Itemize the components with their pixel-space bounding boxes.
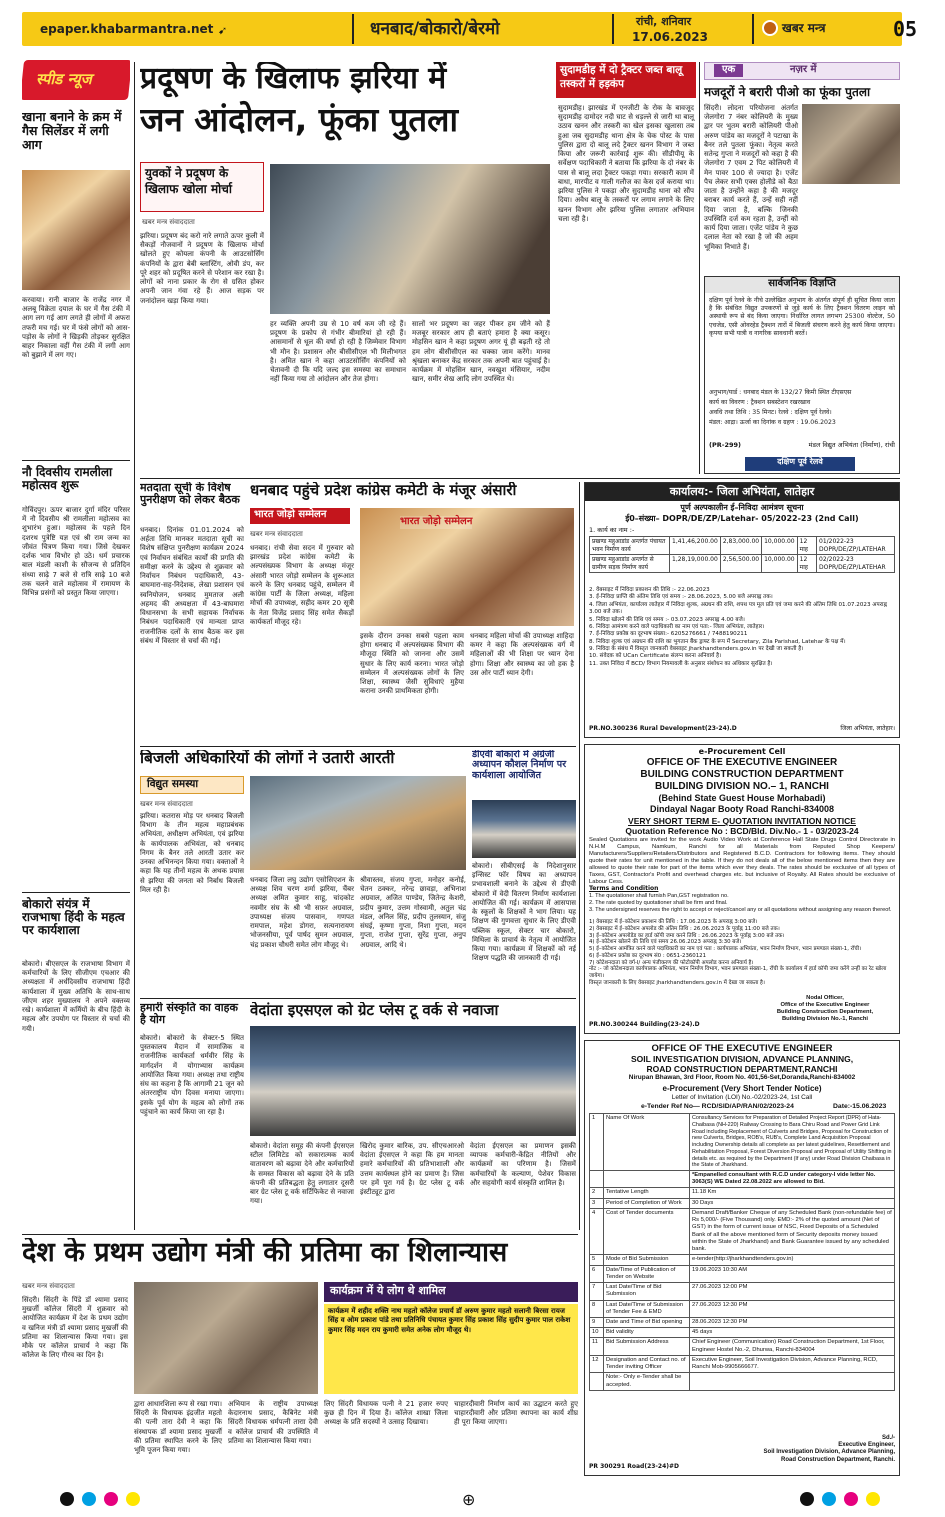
bijli-headline: बिजली अधिकारियों की लोगों ने उतारी आरती: [140, 750, 395, 767]
table-cell: Note:- Only e-Tender shall be accepted.: [604, 1373, 690, 1390]
signatory-line: Office of the Executive Engineer: [780, 1001, 870, 1008]
registration-dot-icon: [800, 1492, 814, 1506]
railway-pr-number: (PR-299): [709, 441, 741, 449]
list-item: 2. वेबसाइट में निविदा प्रकाशन की तिथि :- 22.06.2023: [589, 587, 710, 593]
tender1-subtitle: पूर्ण अल्पकालीन ई–निविदा आमंत्रण सूचना: [680, 503, 804, 512]
lead-headline-line1: प्रदूषण के खिलाफ झरिया में: [140, 62, 447, 96]
table-row: [590, 1373, 895, 1390]
table-row: [590, 1171, 895, 1188]
row-rule: [140, 746, 576, 747]
ek-nazar-story: [704, 62, 900, 276]
dav-headline: डीएवी बोकारो में अंग्रेजी अध्यापन कौशल निर्माण पर कार्यशाला आयोजित: [472, 750, 567, 781]
shilanyas-col3: अभियान के राष्ट्रीय उपाध्यक्ष केदारनाथ प्रसाद, कैबिनेट मंत्री सिंदरी विधायक धर्मपत्नी ताराा देवी व कॉलेज प्राचार्य की उपस्थिति में प्रतिमा का शिलान्यास किया गया।: [228, 1400, 318, 1445]
divider: [612, 14, 614, 44]
table-row: [590, 1208, 895, 1254]
list-item: 5. निविदा खोलने की तिथि एवं समय :- 03.07.2023 अपराह्न 4.00 बजे।: [589, 616, 745, 623]
table-row: [590, 1317, 895, 1327]
lead-headline-line2: जन आंदोलन, फूंका पुतला: [140, 100, 459, 139]
table-cell: 10,000.00: [762, 537, 798, 555]
ek-nazar-headline: मजदूरों ने बरारी पीओ का फूंका पुतला: [704, 85, 871, 99]
shilanyas-col1: सिंदरी। सिंदरी के पिंडे डॉ श्यामा प्रसाद मुखर्जी कॉलेज सिंदरी में शुक्रवार को आयोजित कार्यक्रम में देश के प्रथम उद्योग व खनिज मंत्री डॉ श्यामा प्रसाद मुखर्जी की प्रतिमा का शिलान्यास किया गया। इस मौके पर कॉलेज प्राचार्य ने कहा कि कॉलेज के लिए गौरव का दिन है।: [22, 1296, 128, 1360]
signatory-line: Executive Engineer,: [838, 1442, 895, 1449]
registration-dot-icon: [866, 1492, 880, 1506]
table-cell: Name Of Work: [604, 1114, 690, 1171]
list-item: 6. निविदा आमंत्रण करने वाले पदाधिकारी का नाम एवं पता:- जिला अभियंता, लातेहार।: [589, 623, 765, 630]
table-cell: 2,83,000.00: [720, 537, 761, 555]
list-item: 2. The rate quoted by quotationer shall be firm and final.: [589, 899, 728, 906]
table-cell: 2: [590, 1188, 604, 1198]
table-cell: e-tender(http://jharkhandtenders.gov.in): [690, 1255, 895, 1265]
list-item: 6) ई–कोटेशन प्रकोष्ठ का दूरभाष सं0 : 0651-2360121: [589, 952, 707, 959]
tender3-address: Nirupan Bhawan, 3rd Floor, Room No. 401,56-Set,Doranda,Ranchi-834002: [628, 1074, 856, 1081]
table-row: [590, 1300, 895, 1317]
railway-notice-line: कार्य का विवरण : ट्रैक्शन सबस्टेशन रखरखाव: [709, 399, 811, 406]
vedanta-headline: वेदांता इएसएल को ग्रेट प्लेस टू वर्क से नवाजा: [250, 1002, 499, 1019]
tender2-department: BUILDING CONSTRUCTION DEPARTMENT: [640, 769, 844, 780]
tender1-signatory: जिला अभियंता, लातेहार।: [840, 725, 895, 732]
bijli-kicker: विद्युत समस्या: [140, 776, 244, 794]
cursor-icon: ➹: [218, 24, 228, 37]
list-item: 3. ई-निविदा प्राप्ति की अंतिम तिथि एवं समय :- 28.06.2023, 5.00 बजे अपराह्न तक।: [589, 594, 773, 601]
column-rule: [134, 62, 135, 1230]
sudamdih-headline: सुदामडीह में दो ट्रैक्टर जब्त बालू तस्करों में हड़कंप: [556, 62, 696, 98]
vedanta-col3: वेदांता ईएसएल का प्रमाणन इसकी व्यापक कर्मचारी-केंद्रित नीतियों और कार्यक्रमों का परिणाम है। जिसमें कर्मचारियों के कल्याण, पेशेवर विकास और सहयोगी कार्य संस्कृति शामिल है।: [470, 1142, 576, 1187]
railway-notice-line: अवधि तथा तिथि : 35 मिनट। रेलवे : दक्षिण पूर्व रेलवे।: [709, 409, 832, 416]
list-item: 7) कोटेशनदाता को वर्ग-I/ अन्य पंजीकरण की फोटोकॉपी अपलोड करना अनिवार्य है।: [589, 959, 754, 966]
congress-col2: इसके दौरान उनका सबसे पहला काम होगा धनबाद में अल्पसंख्यक विभाग की मौजूदा स्थिति को जानना और उसमें सुधार के लिए कार्य करना। भारत जोड़ो सम्मेलन में अल्पसंख्यक लोगों के लिए शिक्षा, स्वास्थ्य जैसी सुविधाएं मुहैया कराना उनकी प्राथमिकता होगी।: [360, 632, 464, 696]
list-item: 8. निविदा शुल्क एवं अग्रधन की राशि का भुगतान बैंक ड्राफ्ट के रूप में Secretary, Zila Parishad, Latehar के पक्ष में।: [589, 638, 846, 645]
speed-news-column: [22, 60, 130, 1230]
print-registration-strip: [0, 1486, 945, 1517]
story2-body: गोविंदपुर। ऊपर बाजार दुर्गा मंदिर परिसर में नौ दिवसीय श्री रामलीला महोत्सव का शुभारंभ हुआ। महोत्सव के पहले दिन दशरथ पुत्रेष्टि यज्ञ एवं श्री राम जन्म का जीवंत चित्रण किया गया। जिसे देखकर दर्शक भाव विभोर हो उठे। धर्म प्रचारक बाल मंडली काशी के सौजन्य से प्रतिदिन संध्या साढ़े 7 बजे से रात्रि साढ़े 10 बजे तक चलने वाले महोत्सव में रामायण के विभिन्न प्रसंगों को प्रस्तुत किया जाएगा।: [22, 506, 130, 598]
list-item: विस्तृत जानकारी के लिए वेबसाइट jharkhandtenders.gov.in में देखा जा सकता है।: [589, 979, 765, 986]
table-cell: Designation and Contact no. of Tender inviting Officer: [604, 1355, 690, 1372]
table-cell: 5: [590, 1255, 604, 1265]
table-cell: 1,28,19,000.00: [670, 555, 721, 573]
table-cell: [590, 1171, 604, 1188]
railway-notice-line: मंडल: आद्रा। ऊर्जा का दिनांक व ग्रहण : 19.06.2023: [709, 419, 836, 426]
congress-story: [250, 482, 576, 742]
table-cell: 12 माह: [797, 555, 816, 573]
list-item: 5) ई–कोटेशन आमंत्रित करने वाले पदाधिकारी का नाम एवं पता : कार्यपालक अभियंता, भवन निर्माण विभाग, भवन प्रमण्डल संख्या-1, राँची।: [589, 946, 862, 952]
tender2-office: OFFICE OF THE EXECUTIVE ENGINEER: [646, 757, 838, 768]
story1-headline: खाना बनाने के क्रम में गैस सिलेंडर में लगी आग: [22, 109, 122, 152]
bijli-story: [140, 750, 468, 994]
table-cell: 12: [590, 1355, 604, 1372]
divider: [22, 892, 130, 893]
table-row: [590, 1338, 895, 1355]
table-cell: Executive Engineer, Soil Investigation Division, Advance Planning, RCD, Ranchi Mob-9905666677.: [690, 1355, 895, 1372]
row-rule: [140, 998, 576, 999]
row-rule: [140, 478, 900, 479]
table-cell: 6: [590, 1265, 604, 1282]
registration-dot-icon: [60, 1492, 74, 1506]
table-cell: 30 Days: [690, 1198, 895, 1208]
site-url[interactable]: epaper.khabarmantra.net: [40, 22, 214, 36]
table-cell: Tentative Length: [604, 1188, 690, 1198]
dav-photo: [472, 800, 576, 858]
masthead: [0, 0, 945, 56]
page-number: 05: [893, 17, 918, 41]
shilanyas-col2: द्वारा आधारशिला रूप से रखा गया। सिंदरी के विधायक इंद्रजीत महतो की पत्नी तारा देवी ने कहा कि संस्थापक डॉ श्यामा प्रसाद मुखर्जी की प्रतिमा स्थापित करने के लिए भूमि पूजन किया गया।: [134, 1400, 222, 1455]
tender-latehar: [584, 482, 900, 738]
table-cell: [604, 1171, 690, 1188]
table-cell: 4: [590, 1208, 604, 1254]
signatory-line: Soil Investigation Division, Advance Planning,: [763, 1449, 895, 1456]
list-item: 4) ई–कोटेशन खोलने की तिथि एवं समय 26.06.2023 अपराह्न 3:30 बजे।: [589, 939, 742, 946]
table-row: [590, 555, 895, 573]
matdata-headline: मतदाता सूची के विशेष पुनरीक्षण को लेकर बैठक: [140, 482, 240, 507]
table-row: [590, 1255, 895, 1265]
tender-road: [584, 1040, 900, 1476]
tender2-cell: e-Procurement Cell: [698, 747, 786, 756]
table-cell: 2,56,500.00: [720, 555, 761, 573]
tender2-terms: [589, 893, 895, 913]
signatory-line: Building Division No.-1, Ranchi: [782, 1015, 868, 1022]
story2-headline: नौ दिवसीय रामलीला महोत्सव शुरू: [22, 465, 113, 493]
table-cell: 1: [590, 1114, 604, 1171]
railway-org-band: दक्षिण पूर्व रेलवे: [745, 457, 855, 471]
signatory-line: Building Construction Department,: [776, 1008, 874, 1015]
vedanta-group-photo: [250, 1026, 576, 1136]
registration-dot-icon: [82, 1492, 96, 1506]
vedanta-col2: खिरोद कुमार बारिक, उप. सीएचआरओ वेदांता ईएसएल ने कहा कि हम मानता हमारे कर्मचारियों की प्रतिभाशाली और उत्तम कार्यस्थल होने का प्रमाण है। जिस पर हमें पूरा गर्व है। ग्रेट प्लेस टू वर्क इंस्टीट्यूट द्वारा: [360, 1142, 464, 1197]
tender2-notice: VERY SHORT TERM E- QUOTATION INVITATION NOTICE: [628, 816, 856, 826]
table-cell: [690, 1373, 895, 1390]
shilanyas-story: [22, 1238, 578, 1480]
aarti-photo: [250, 776, 466, 870]
table-row: [590, 1355, 895, 1372]
congress-kicker: भारत जोड़ो सम्मेलन: [250, 508, 350, 524]
tender3-office: OFFICE OF THE EXECUTIVE ENGINEER: [651, 1043, 833, 1054]
shilanyas-col4: लिए सिंदरी विधायक पत्नी ने 21 हजार रुपए कुछ ही दिन में दिया हैं। कॉलेज शाखा जिला अध्यक्ष के प्रति सदस्यों ने उत्साह दिखाया।: [324, 1400, 448, 1427]
table-cell: Consultancy Services for Preparation of Detailed Project Report (DPR) of Hata- Chaibasa (NH-220) Railway Crossing to Bara Chiru Road and Power Grid Link Road including Replacement of Culverts and Bridges, Proposal for Construction of new Culverts, Bridges, ROB's, RUB's, Complete Land Acquisition Proposal including Ownership details all complete as per latest guidelines, Resettlement and Rehabilitation Proposal, Forest Diversion Proposal and Proposal of Utility Shifting in details etc. as required by the Department (If any) under Road Division Chaibasa in the State of Jharkhand.: [690, 1114, 895, 1171]
list-item: नोट :- जो कोटेशनदाता कार्यपालक अभियंता, भवन निर्माण विभाग, भवन प्रमण्डल संख्या-1, राँची के कार्यालय में हार्ड कॉपी जमा करेंगे उन्हीं का रेट खोला जायेगा।: [589, 966, 887, 979]
signatory-line: Sd./-: [882, 1435, 895, 1441]
tender2-division: BUILDING DIVISION NO.– 1, RANCHI: [655, 781, 829, 792]
signatory-line: Road Construction Department, Ranchi.: [780, 1456, 895, 1463]
lead-kicker: युवकों ने प्रदूषण के खिलाफ खोला मोर्चा: [140, 162, 264, 212]
bijli-col3: श्रीवास्तव, संजय गुप्ता, मनोहर कनोई, चेतन ठक्कर, नरेन्द्र छावड़ा, अभिनाश अग्रवाल, अजित पाण्डेय, जितेन्द्र केशरी, प्रदीप कुमार, उत्तम गोस्वामी, अतुल चंद्र मंडल, अनिल सिंह, प्रदीप तुलस्यान, संजु संघई, कृष्णा गुप्ता, निशा गुप्ता, मदन गुप्ता, राजेश गुप्ता, सुरेंद्र गुप्ता, अनुप अग्रवाल, आदि थे।: [360, 876, 466, 949]
signatory-line: Nodal Officer,: [806, 995, 844, 1001]
tender3-ref: e-Tender Ref No— RCD/SID/AP/RAN/02/2023-24: [641, 1103, 794, 1110]
edition-title: धनबाद/बोकारो/बेरमो: [370, 19, 500, 39]
table-cell: Cost of Tender documents: [604, 1208, 690, 1254]
railway-notice: [704, 276, 900, 474]
vedanta-story: [250, 1002, 576, 1230]
list-item: 3) ई–कोटेशन अपलोडेड का हार्ड कॉपी जमा करने तिथि : 26.06.2023 के पूर्वाह्न 3:00 बजे तक।: [589, 932, 785, 939]
tender2-signatory: [755, 995, 895, 1023]
table-cell: 11.18 Km: [690, 1188, 895, 1198]
table-row: [590, 1265, 895, 1282]
story3-headline: बोकारो संयंत्र में राजभाषा हिंदी के महत्व पर कार्यशाला: [22, 897, 125, 938]
sanskriti-body: बोकारो। बोकारो के सेक्टर-5 स्थित पुस्तकालय मैदान में सामाजिक व राजनीतिक कार्यकर्ता धर्मवीर सिंह के मार्गदर्शन में योगाभ्यास कार्यक्रम आयोजित किया गया। अध्यक्ष तथा राष्ट्रीय संघ का कहना है कि आगामी 21 जून को अंतरराष्ट्रीय योग दिवस मनाया जाएगा। इसके पूर्व योग के महत्व को लोगों तक पहुंचाने का कार्य किया जा रहा है।: [140, 1034, 244, 1116]
table-cell: Mode of Bid Submission: [604, 1255, 690, 1265]
list-item: 1) वेबसाइट में ई–कोटेशन प्रकाशन की तिथि : 17.06.2023 के अपराह्न 3:00 बजे।: [589, 919, 758, 925]
table-cell: Last Date/Time of Bid Submission: [604, 1283, 690, 1300]
brand-logo-icon: [762, 20, 778, 36]
banner-caption: भारत जोड़ो सम्मेलन: [400, 516, 473, 527]
tender3-notice: e-Procurement (Very Short Tender Notice): [662, 1084, 822, 1093]
congress-col3: धनबाद महिला मोर्चा की उपाध्यक्ष शाहिदा कमर ने कहा कि अल्पसंख्यक वर्ग में महिलाओं की भी शिक्षा पर ध्यान देना होगा। शिक्षा और स्वास्थ्य का जो हक है उस ओर पार्टी ध्यान देगी।: [470, 632, 574, 677]
column-rule: [699, 62, 700, 474]
table-cell: Date/Time of Publication of Tender on Website: [604, 1265, 690, 1282]
effigy-photo: [802, 104, 900, 184]
table-cell: Period of Completion of Work: [604, 1198, 690, 1208]
speed-news-label: स्पीड न्यूज: [36, 70, 92, 88]
brand-name: खबर मन्त्र: [782, 21, 826, 35]
table-cell: 10,000.00: [762, 555, 798, 573]
shilanyas-headline: देश के प्रथम उद्योग मंत्री की प्रतिमा का शिलान्यास: [22, 1238, 508, 1268]
sudamdih-story: [556, 62, 696, 474]
table-cell: 8: [590, 1300, 604, 1317]
table-cell: Date and Time of Bid opening: [604, 1317, 690, 1327]
list-item: 3. The undersigned reserves the right to accept or reject/cancel any or all quotations without assigning any reason thereof.: [589, 906, 892, 913]
protest-photo: [270, 164, 550, 314]
tender3-table: [589, 1113, 895, 1391]
shilanyas-byline: खबर मन्त्र संवाददाता: [22, 1282, 75, 1290]
matdata-body: धनबाद। दिनांक 01.01.2024 को अर्हता तिथि मानकर मतदाता सूची का विशेष संक्षिप्त पुनरीक्षण कार्यक्रम 2024 एवं निर्वाचन संबंधित कार्यों की प्रगति की समीक्षा करने के उद्देश्य से शुक्रवार को निर्वाचन निबंधन पदाधिकारी, 43-बाघमारा-सह-निदेशक, लेखा प्रशासन एवं स्वनियोजन, धनबाद मुमताज अली अहमद की अध्यक्षता में 43-बाघमारा विधानसभा के सभी सहायक निर्वाचक निबंधन पदाधिकारी एवं मान्यता प्राप्त राजनीतिक दलों के साथ बैठक कर इस संबंध में विस्तार से चर्चा की गई।: [140, 526, 244, 645]
congress-byline: खबर मन्त्र संवाददाता: [250, 530, 303, 538]
tender3-pr: PR 300291 Road(23-24)#D: [589, 1463, 680, 1470]
table-cell: Bid Submission Address: [604, 1338, 690, 1355]
table-cell: Bid validity: [604, 1328, 690, 1338]
list-item: 11. उक्त निविदा में BCD/ विभाग नियमावली के अनुसार संशोधन का अधिकार सुरक्षित है।: [589, 660, 773, 667]
table-row: [590, 1328, 895, 1338]
vedanta-col1: बोकारो। वेदांता समूह की कंपनी ईएसएल स्टील लिमिटेड को सकारात्मक कार्य वातावरण को बढ़ावा देने और कर्मचारियों के समस्त विकास को बढ़ावा देने के प्रति कंपनी की प्रतिबद्धता हेतु लगातार दूसरी बार ग्रेट प्लेस टू वर्क सर्टिफिकेट से नवाजा गया।: [250, 1142, 354, 1206]
table-cell: [590, 1373, 604, 1390]
shilanyas-col5: चाहारदीवारी निर्माण कार्य का उद्घाटन करते हुए चाहारदीवारी और प्रतिमा स्थापना का कार्य शीघ्र ही पूरा किया जाएगा।: [454, 1400, 578, 1427]
bijli-byline: खबर मन्त्र संवाददाता: [140, 800, 193, 808]
lead-col1: झरिया। प्रदूषण बंद करो नारे लगाते ऊपर कुली में सैकड़ों नौजवानों ने प्रदूषण के खिलाफ मोर्चा खोलते हुए कोयला कंपनी के आउटसोर्सिंग कंपनियों के द्वारा बेबी ब्लास्टिंग, ओवी डंप, कर पूरे शहर को प्रदूषित करने से परेशान कर रखा है। लोगों को नाना प्रकार के रोग से ग्रसित होकर अपनी जान गंवा रहे हैं। आज सड़क पर जनांदोलन खड़ा किया गया।: [140, 232, 264, 305]
tender1-points: [589, 587, 895, 668]
tender2-body: Sealed Quotations are invited for the work Audio Video Work at Conference Hall State Drugs Control Directorate in N.H.M Campus, Namkum, Ranchi for all Materials from Reputed Shop Keepers/ Manufacturers/Suppliers/Retailers/Distributors and Registered B.C.D. Contractors for following items. They should quote their rates for unit mentioned in the table. If they do not deals all of the below mentioned items then they are allowed to quote their rate for part of the items which ever they deals. The rates should be exclusive of all types of Taxes, GST, Contractor's Profit and overhead charges etc. but inclusive of Royalty. All Rates should be exclusive of Labour Cess.: [589, 837, 895, 885]
congress-col1: धनबाद। रांची सेवा सदन में गुरुवार को झारखंड प्रदेश कांग्रेस कमेटी के अल्पसंख्यक विभाग के अध्यक्ष मंजूर अंसारी भारत जोड़ो सम्मेलन के शुरूआत करने के लिए धनबाद पहुंचे, सम्मेलन में कांग्रेस पार्टी के जिला अध्यक्ष, महिला मोर्चा की उपाध्यक्ष, सहीद कमर 20 सूत्री के नेता विजेंद्र प्रसाद सिंह समेत सैकड़ों कार्यकर्ता मौजूद रहे।: [250, 544, 354, 626]
bijli-col2: धनबाद जिला लघु उद्योग एसोसिएशन के अध्यक्ष शिव चरण शर्मा झरिया, चैंबर अध्यक्ष अमित कुमार साहू, चांदकोट नवमीर संघ के श्री भी सफ़र अग्रवाल, उपाध्यक्ष संजय पासवान, गणपत रामपाल, महेश डोगरा, सत्यनारायण भोजनसीया, पूर्व पार्षद सुमन अग्रवाल, चंद्र प्रकाश चौधरी समेत लोग मौजूद थे।: [250, 876, 354, 949]
tender3-loi: Letter of Invitation (LOI) No.-02/2023-24, 1st Call: [671, 1094, 813, 1101]
tender1-work-label: 1. कार्य का नाम :-: [589, 526, 635, 534]
table-cell: Last Date/Time of Submission of Tender Fee & EMD: [604, 1300, 690, 1317]
tender2-ref: Quotation Reference No : BCD/Bld. Div.No.- 1 - 03/2023-24: [625, 826, 859, 836]
tender2-address: Dindayal Nagar Booty Road Ranchi-834008: [649, 804, 835, 814]
tender3-department: ROAD CONSTRUCTION DEPARTMENT,RANCHI: [646, 1064, 838, 1074]
tender2-terms-title: Terms and Condition: [589, 885, 659, 892]
nazar-tag: नज़र में: [790, 64, 817, 75]
list-item: 2) वेबसाइट में ई–कोटेशन अपलोड की अंतिम तिथि : 26.06.2023 के पूर्वाह्न 11:00 बजे तक।: [589, 925, 780, 932]
sanskriti-story: [140, 1002, 244, 1230]
city-day: रांची, शनिवार: [636, 15, 692, 28]
railway-notice-body: दक्षिण पूर्व रेलवे के नीचे उल्लेखित अनुभाग के अंतर्गत संपूर्ण ही सूचित किया जाता है कि संबंधित विद्युत उपकरणों से जुड़े कार्य के लिए ट्रैक्शन वितरण लाइन को अस्थायी रूप से बंद किया जाएगा। निर्धारित लागत लगभग 25300 वोल्टेज, 50 एचजेड, एसी ओवरहेड ट्रैक्शन तारों में बिजली संचरण करने हेतु कार्य किया जाएगा। कृपया सभी यात्री व नागरिक सावधानी बरतें।: [709, 297, 895, 337]
sanskriti-headline: हमारी संस्कृति का वाहक है योग: [140, 1002, 238, 1027]
table-cell: 12 माह: [797, 537, 816, 555]
issue-date: 17.06.2023: [632, 30, 708, 44]
dav-story: [472, 750, 576, 994]
table-cell: 1,41,46,200.00: [670, 537, 721, 555]
tender1-pr: PR.NO.300236 Rural Development(23-24).D: [589, 725, 737, 732]
ek-nazar-body: सिंदरी। लोदना परियोजना अंतर्गत जेलगोरा 7 नंबर कोलियरी के मुख्य द्वार पर भुतम बरारी कोलियरी पीओ अरुण पांडेय का मजदूरों ने पटाखा के बैनर तले पुतला फूंका। नेतृत्व करते सतेन्द्र गुप्ता ने मजदूरों को कहा है की जेलगोरा 7 एवम 2 पिट कोलियरी में मेन पावर 100 से ज्यादा है। एजेंट पैच लेकर सभी एक्स होलीडे को बैठा जाता है उन्होंने कहा है की मजदूर बराबर कार्य करते हैं, उन्हें सही नहीं दिया जाता है, बल्कि जिनकी उपस्थिति दर्ज कम रहता है, उन्हीं को कार्य दिया जाता। एजेंट पांडेय ने कुछ दलाल नेता को रखा है जो की अहम भूमिका निभाते हैं।: [704, 104, 798, 251]
story1-body: करवाया। रानी बाजार के राजेंद्र नगर में अलबू विक्रेता दयाल के घर में गैस टंकी में आग लग गई आग लगते ही लोगों में अफरा तफरी मच गई। घर में फंसे लोगों को आस-पड़ोस के लोगों ने खिड़की तोड़कर सुरक्षित बाहर निकाला वहीं गैस टंकी में लगी आग को बुझाने में लग गए।: [22, 296, 130, 360]
row-rule: [22, 1234, 578, 1235]
railway-notice-line: अनुभाग/यार्ड : धनबाद मंडल के 132/27 किमी स्थित टीएसएस: [709, 389, 852, 396]
table-row: [590, 537, 895, 555]
table-cell: 11: [590, 1338, 604, 1355]
matdata-story: [140, 482, 244, 742]
registration-dot-icon: [822, 1492, 836, 1506]
table-cell: 45 days: [690, 1328, 895, 1338]
tender2-pr: PR.NO.300244 Building(23-24).D: [589, 1021, 700, 1028]
shilanyas-kicker-body: कार्यक्रम में शहीद शक्ति नाथ महतो कॉलेज प्रचार्य डॉ अरुण कुमार महतो सलानी बिरसा रायज सिंह व ओम प्रकाश पांडे तथा प्रतिनिधि पंचायत कुमार सिंह प्रकाश सिंह सुदीप कुमार पाल राकेश कुमार सिंह मदन राय कुमारी समेत अनेक लोग मौजूद थे।: [324, 1304, 578, 1394]
list-item: 7. ई-निविदा प्रकोष्ठ का दूरभाष संख्या:- 6205276661 / 7488190211: [589, 631, 748, 638]
table-row: [590, 1188, 895, 1198]
table-cell: 02/2022-23 DOPR/DE/ZP/LATEHAR: [817, 555, 895, 573]
divider: [22, 460, 130, 461]
table-cell: 19.06.2023 10:30 AM: [690, 1265, 895, 1282]
story3-body: बोकारो। बीएसएल के राजभाषा विभाग में कर्मचारियों के लिए सीजीएम एचआर की अध्यक्षता में अर्धदिवसीय राजभाषा हिंदी कार्यशाला में मुख्य अतिथि के साथ-साथ जीएम शहर मुख्यालय ने अपने वक्तव्य रखे। कार्यशाला में कर्मियों के बीच हिंदी के महत्व और उपयोग पर विस्तार से चर्चा की गयी।: [22, 960, 130, 1033]
table-cell: 27.06.2023 12:30 PM: [690, 1300, 895, 1317]
lead-story: [140, 62, 552, 474]
list-item: 10. संवेदक को UCan Certificate संलग्न करना अनिवार्य है।: [589, 653, 722, 660]
list-item: 1. The quotationer shall furnish Pan,GST registration no.: [589, 893, 729, 899]
table-cell: Chief Engineer (Communication) Road Construction Department, 1st Floor, Engineer Hostel No.-2, Dhurwa, Ranchi-834004: [690, 1338, 895, 1355]
divider: [752, 14, 754, 44]
table-cell: प्रखण्ड महुआडांड अन्तर्गत पंचायत भवन निर्माण कार्य: [590, 537, 670, 555]
table-cell: 28.06.2023 12:30 PM: [690, 1317, 895, 1327]
registration-dot-icon: [126, 1492, 140, 1506]
table-cell: 10: [590, 1328, 604, 1338]
list-item: 9. निविदा के संबंध में विस्तृत जानकारी वेबसाइट jharkhandtenders.gov.in पर देखी जा सकती है।: [589, 646, 804, 652]
tender3-division: SOIL INVESTIGATION DIVISION, ADVANCE PLANNING,: [630, 1054, 854, 1064]
railway-signatory: मंडल विद्युत अभियंता (निर्माण), रांची: [808, 441, 895, 449]
table-cell: 7: [590, 1283, 604, 1300]
table-row: [590, 1198, 895, 1208]
tender3-signatory: [761, 1435, 895, 1464]
tender2-hindi-points: [589, 919, 895, 987]
congress-headline: धनबाद पहुंचे प्रदेश कांग्रेस कमेटी के मंजूर अंसारी: [250, 482, 517, 499]
table-cell: 9: [590, 1317, 604, 1327]
column-rule: [579, 482, 580, 1230]
table-row: [590, 1114, 895, 1171]
divider: [352, 14, 354, 44]
list-item: 4. जिला अभियंता, कार्यालय लातेहार में निविदा शुल्क, अग्रधन की राशि, शपथ पत्र मूल प्रति एवं जमा करने की अंतिम तिथि 01.07.2023 अपराह्न 3.00 बजे तक।: [589, 601, 887, 616]
tender2-location: (Behind State Guest House Morhabadi): [658, 793, 826, 803]
table-cell: 3: [590, 1198, 604, 1208]
bijli-col1: झरिया। कतरास मोड़ पर धनबाद बिजली विभाग के तीन महत्व महाप्रबंधक अभियंता, अधीक्षण अभियंता, एवं झरिया के कार्यपालक अभियंता, को धनबाद निगम के बैनर तले आरती उतार कर उनका अभिनन्दन किया गया। वक्ताओं ने कहा कि यह तीनों महत्व के अथक प्रयास से झरिया की जनता को निर्बाध बिजली मिल रही है।: [140, 812, 244, 894]
table-cell: Demand Draft/Banker Cheque of any Scheduled Bank (non-refundable fee) of Rs 5,000/- (Five Thousand) only. EMD:- 2% of the quoted amount (Net of GST) in the form of current issue of NSC, Fixed Deposits of a Scheduled Bank of all the above mentioned form of Security deposits money issued within the State of Jharkhand) and Bank Guarantee issued by any scheduled bank.: [690, 1208, 895, 1254]
tender1-ref: ई0–संख्या– DOPR/DE/ZP/Latehar- 05/2022-23 (2nd Call): [625, 514, 859, 523]
table-cell: *Empanelled consultant with R.C.D under category-I vide letter No. 3063(S) WE Dated 22.08.2022 are allowed to Bid.: [690, 1171, 895, 1188]
crosshair-icon: ⊕: [462, 1490, 476, 1509]
lead-byline: खबर मन्त्र संवाददाता: [142, 218, 195, 226]
dav-body: बोकारो। सीबीएसई के निदेशानुसार इन्सिस्ट फॉर विषय का अध्यापन प्रभावशाली बनाने के उद्देश्य से डीएवी बोकारो में वेदी वितरण निर्माण कार्यशाला आयोजित की गई। कार्यक्रम में आसपास के स्कूलों के शिक्षकों ने भाग लिया। यह शिक्षण की गुणवत्ता सुधार के लिए डीएवी पब्लिक स्कूल, सेक्टर चार बोकारो, मिथिला के प्राचार्य के नेतृत्व में आयोजित किया गया। कार्यक्रम में शिक्षकों को नई शिक्षण पद्धति की जानकारी दी गई।: [472, 862, 576, 963]
table-cell: 27.06.2023 12:00 PM: [690, 1283, 895, 1300]
registration-dot-icon: [104, 1492, 118, 1506]
registration-dot-icon: [844, 1492, 858, 1506]
sudamdih-body: सुदामडीह। झारखंड में एनजीटी के रोक के बावजूद सुदामडीह दामोदर नदी घाट से धड़ल्ले से जारी था बालू उठाव खनन और तस्करी का खेल इसका खुलासा तब हुआ जब सुदामडीह थाना क्षेत्र के चेक पोस्ट के पास पुलिस द्वारा दो बालू लदे ट्रैक्टर खनन विभाग ने जब्त किया और जरूरी कार्रवाई शुरू की। सीडीपीयू के सर्वेक्षण पदाधिकारी ने बताया कि झरिया के दो नंबर के पास से बालू लदा ट्रैक्टर पकड़ा गया। सरकारी काम में बाधा, मारपीट व गाली गलौज का केस दर्ज कराया था। झरिया पुलिस ने पकड़ा और सुदामडीह थाना को सौंप दिया। अवैध बालू के तस्करों पर लगाम लगाने के लिए खनन विभाग और झरिया पुलिस लगातार अभियान चला रही है।: [558, 104, 694, 223]
tender1-table: [589, 536, 895, 573]
tender-building: [584, 744, 900, 1034]
shilanyas-photo: [134, 1282, 318, 1394]
table-cell: प्रखण्ड महुआडांड अन्तर्गत से ग्रामीण सड़क निर्माण कार्य: [590, 555, 670, 573]
tender3-date: Date:-15.06.2023: [833, 1103, 887, 1110]
tender1-title: कार्यालय:- जिला अभियंता, लातेहार: [585, 483, 899, 501]
lead-col2: हर व्यक्ति अपनी उम्र से 10 वर्ष कम जी रहे हैं। प्रदूषण के प्रकोप से गंभीर बीमारियां हो रही हैं। आसमानों से धूल की वर्षा हो रही है जिम्मेवार विभाग भी मौन है। प्रशासन और बीसीसीएल भी मिलीभगत है। अमित खान ने कहा आउटसोर्सिंग कंपनियों को चेतावनी दी कि यदि जल्द इस समस्या का समाधान नहीं किया गया तो आंदोलन और तेज होगा।: [270, 320, 406, 384]
lead-col3: सालों भर प्रदूषण का जहर पीकर हम जीने को हैं मजबूर सरकार आप ही बताएं हमारा है क्या कसूर। मोहसिन खान ने कहा प्रदूषण अगर यूं ही बढ़ती रहे तो हम लोग बीसीसीएल का चक्का जाम करेंगे। मानव श्रृंखला बनाकर केंद्र सरकार तक अपनी बात पहुंचाई है। कार्यक्रम में मोहसिन खान, नवखुश मंसियार, नदीम खान, समीर शेख आदि लोग उपस्थित थे।: [412, 320, 550, 384]
railway-notice-title: सार्वजनिक विज्ञप्ति: [705, 277, 899, 293]
table-cell: 01/2022-23 DOPR/DE/ZP/LATEHAR: [817, 537, 895, 555]
shilanyas-kicker: कार्यक्रम में ये लोग थे शामिल: [324, 1282, 578, 1302]
table-row: [590, 1283, 895, 1300]
ek-tag: एक: [714, 64, 743, 77]
fire-photo: [22, 170, 130, 290]
